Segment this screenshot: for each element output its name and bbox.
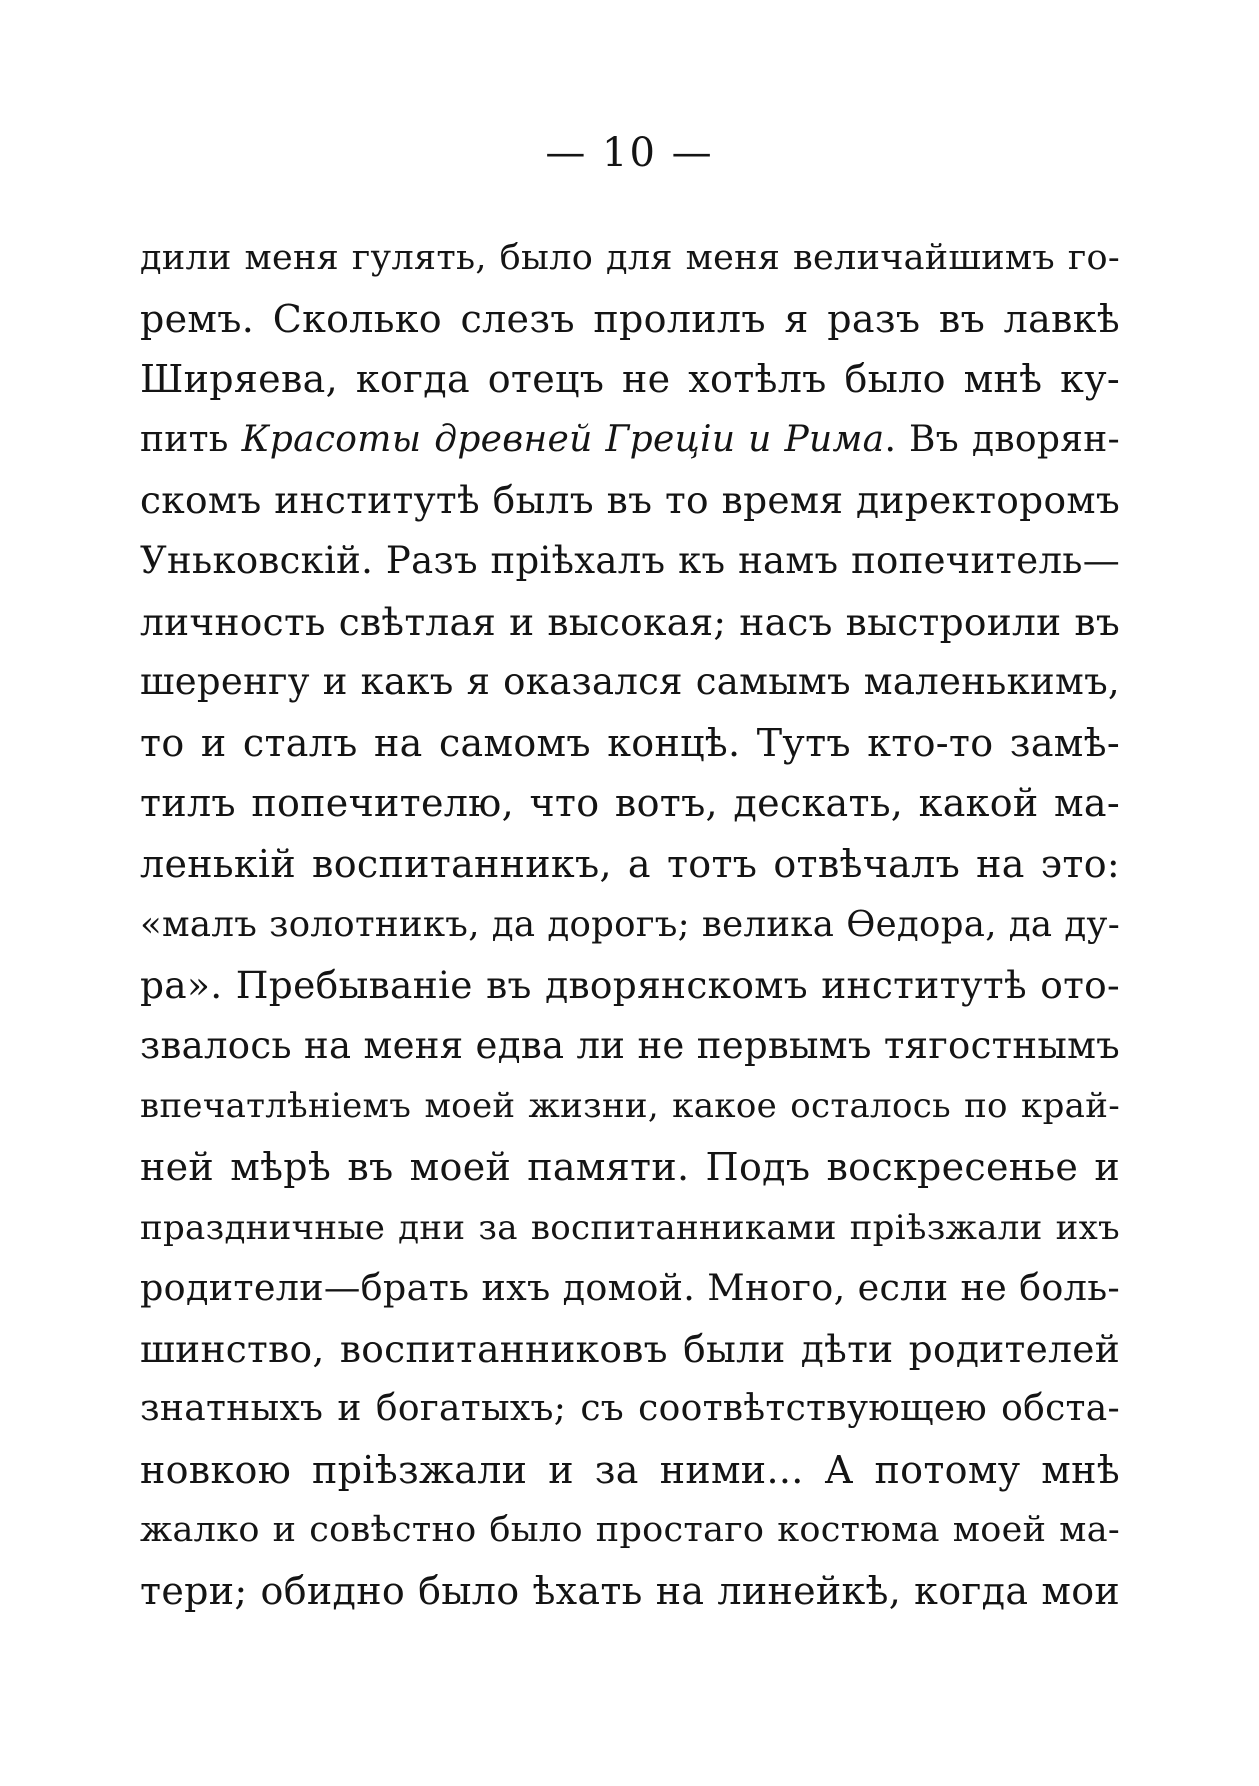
text-line-content: родители—брать ихъ домой. Много, если не боль-	[140, 1266, 1120, 1310]
text-line	[140, 1440, 1120, 1501]
text-line	[140, 652, 1120, 713]
text-line-content: скомъ институтѣ былъ въ то время директоромъ	[140, 478, 1120, 523]
text-line	[140, 470, 1120, 531]
text-line	[140, 1379, 1120, 1440]
text-line-content: Ширяева, когда отецъ не хотѣлъ было мнѣ ку-	[140, 357, 1120, 402]
text-line-content: шеренгу и какъ я оказался самымъ маленькимъ,	[140, 660, 1120, 704]
text-line	[140, 955, 1120, 1016]
italic-book-title: Красоты древней Греціи и Рима	[241, 418, 885, 460]
text-line-content: знатныхъ и богатыхъ; съ соотвѣтствующею обста-	[140, 1388, 1120, 1430]
text-line-content: тилъ попечителю, что вотъ, дескать, какой ма-	[140, 781, 1120, 826]
text-line	[140, 1561, 1120, 1622]
text-line	[140, 1319, 1120, 1380]
text-line-content: ра». Пребываніе въ дворянскомъ институтѣ ото-	[140, 963, 1120, 1008]
text-line	[140, 592, 1120, 653]
text-line-content: дили меня гулять, было для меня величайшимъ го-	[140, 238, 1120, 278]
text-line-content: праздничные дни за воспитанниками пріѣзжали ихъ	[140, 1207, 1120, 1248]
text-line	[140, 531, 1120, 592]
text-line-content: звалось на меня едва ли не первымъ тягостнымъ	[140, 1023, 1120, 1067]
text-line	[140, 834, 1120, 895]
text-line	[140, 228, 1120, 289]
text-line-content: впечатлѣніемъ моей жизни, какое осталось по край-	[140, 1086, 1120, 1127]
text-line-content: тери; обидно было ѣхать на линейкѣ, когда мои	[140, 1569, 1120, 1614]
text-line	[140, 349, 1120, 410]
text-line-content: шинство, воспитанниковъ были дѣти родителей	[140, 1326, 1120, 1371]
text-line-content: «малъ золотникъ, да дорогъ; велика Ѳедора, да ду-	[140, 903, 1120, 945]
text-line	[140, 1016, 1120, 1077]
body-text	[140, 228, 1120, 1622]
text-line-content: ней мѣрѣ въ моей памяти. Подъ воскресенье и	[140, 1144, 1120, 1189]
text-line-content: ленькій воспитанникъ, а тотъ отвѣчалъ на это:	[140, 841, 1120, 886]
text-line	[140, 1500, 1120, 1561]
text-line	[140, 289, 1120, 350]
text-line	[140, 713, 1120, 774]
text-line-content: новкою пріѣзжали и за ними... А потому мнѣ	[140, 1447, 1120, 1492]
text-line-content: личность свѣтлая и высокая; насъ выстроили въ	[140, 599, 1120, 644]
text-line-content: Уньковскій. Разъ пріѣхалъ къ намъ попечитель—	[140, 538, 1120, 582]
text-line-content: ремъ. Сколько слезъ пролилъ я разъ въ лавкѣ	[140, 296, 1120, 341]
text-line	[140, 1198, 1120, 1259]
text-line	[140, 895, 1120, 956]
text-line	[140, 773, 1120, 834]
page-number: — 10 —	[545, 130, 714, 176]
text-line	[140, 1076, 1120, 1137]
text-line	[140, 1137, 1120, 1198]
text-line-content: пить	[140, 418, 242, 460]
text-line-content: . Въ дворян-	[884, 418, 1120, 460]
text-line-content: жалко и совѣстно было простаго костюма моей ма-	[140, 1510, 1120, 1551]
text-line	[140, 410, 1120, 471]
text-line-content: то и сталъ на самомъ концѣ. Тутъ кто-то замѣ-	[140, 720, 1120, 765]
text-line	[140, 1258, 1120, 1319]
